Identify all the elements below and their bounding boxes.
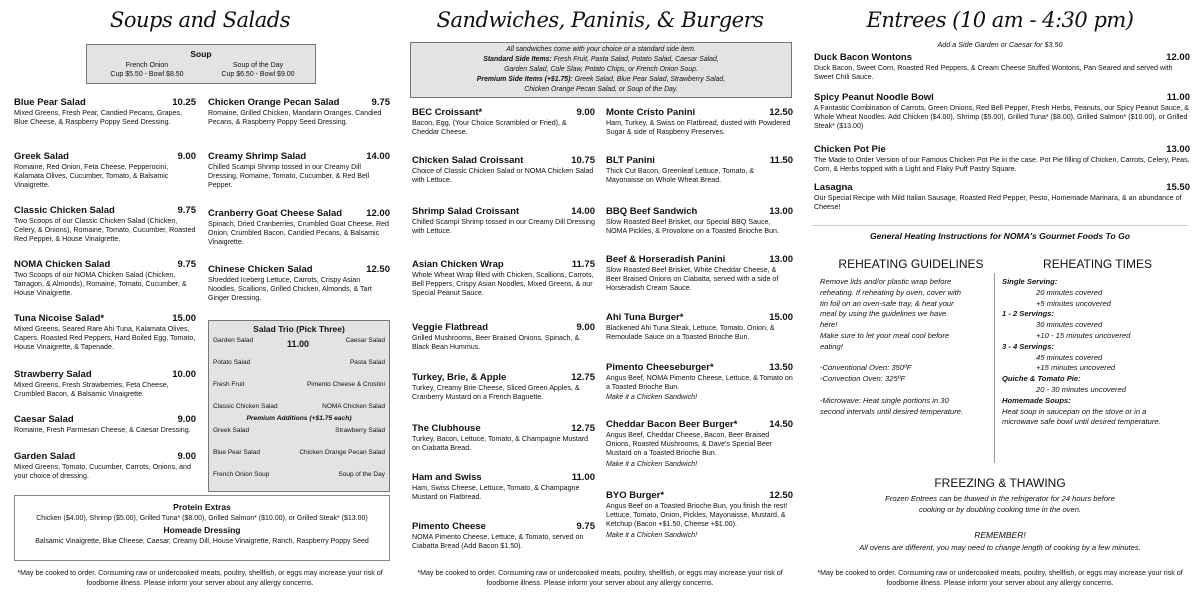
menu-item-price: 11.00 — [1166, 92, 1190, 103]
menu-item-name: Ham and Swiss — [412, 472, 482, 483]
trio-option: Caesar Salad — [345, 337, 385, 344]
menu-item-description: The Made to Order Version of our Famous Chicken Pot Pie in the case. Pot Pie filling of Chicken, Carrots, Celery, Peas, Corn, & Herbs topped with a Light and Flaky Puff Pastry Square. — [814, 156, 1190, 174]
menu-item — [606, 419, 793, 469]
menu-item-price: 9.75 — [177, 259, 196, 270]
menu-item-name: Veggie Flatbread — [412, 322, 489, 333]
menu-item-name: Chicken Salad Croissant — [412, 155, 524, 166]
freezing-line-1: Frozen Entrees can be thawed in the refrigerator for 24 hours before — [885, 494, 1115, 503]
menu-item — [14, 369, 196, 399]
menu-item-name: Classic Chicken Salad — [14, 205, 115, 216]
section-heading: Entrees (10 am - 4:30 pm) — [866, 8, 1134, 32]
menu-item — [208, 208, 390, 248]
menu-item-price: 14.00 — [571, 206, 595, 217]
menu-item-price: 12.75 — [571, 372, 595, 383]
menu-item-price: 9.75 — [576, 521, 595, 532]
trio-option: French Onion Soup — [213, 471, 270, 478]
menu-item-price: 9.00 — [177, 451, 196, 462]
sides-premium-label: Premium Side Items (+$1.75): — [476, 76, 573, 83]
menu-item-price: 11.75 — [571, 259, 595, 270]
menu-item-description: Angus Beef on a Toasted Brioche Bun, you finish the rest! Lettuce, Tomato, Onion, Pickles, Mayonaisse, Mustard, & Ketchup (Bacon +$1.50, Cheese +$1.00). — [606, 502, 788, 529]
menu-item-description: Whole Wheat Wrap filled with Chicken, Scallions, Carrots, Bell Peppers, Crispy Asian Noodles, Mixed Greens, & our Special Peanut Sauce. — [412, 271, 594, 298]
menu-item-name: Chinese Chicken Salad — [208, 264, 313, 275]
divider — [994, 273, 995, 463]
menu-item-description: Mixed Greens, Tomato, Cucumber, Carrots, Onions, and your choice of dressing. — [14, 463, 191, 481]
menu-item-price: 12.00 — [1166, 52, 1190, 63]
menu-item-price: 13.00 — [1166, 144, 1190, 155]
menu-item-description: Romaine, Red Onion, Feta Cheese, Pepperocini, Kalamata Olives, Cucumber, Tomato, & Balsamic Vinaigrette. — [14, 163, 169, 190]
trio-option: Chicken Orange Pecan Salad — [299, 449, 385, 456]
guideline-line — [820, 385, 995, 396]
extras-box — [14, 495, 390, 561]
menu-item-price: 13.00 — [769, 254, 793, 265]
entrees-subheading: Add a Side Garden or Caesar for $3.50 — [937, 40, 1063, 49]
trio-option: Classic Chicken Salad — [213, 403, 278, 410]
menu-item-price: 9.00 — [177, 414, 196, 425]
menu-item — [606, 254, 793, 294]
guideline-line: -Microwave: Heat single portions in 30 — [820, 395, 949, 405]
guideline-line: here! — [820, 320, 838, 330]
sides-line-5: Chicken Orange Pecan Salad, or Soup of the Day. — [524, 86, 678, 93]
menu-item — [412, 472, 595, 502]
trio-option: Soup of the Day — [338, 471, 385, 478]
menu-item-name: BYO Burger* — [606, 490, 665, 501]
menu-item-price: 15.00 — [769, 312, 793, 323]
trio-option: NOMA Chicken Salad — [322, 403, 385, 410]
menu-item-description: Blackened Ahi Tuna Steak, Lettuce, Tomato, Onion, & Remoulade Sauce on a Toasted Brioche Bun. — [606, 324, 775, 342]
salad-trio-box — [208, 320, 390, 492]
menu-item-description: Choice of Classic Chicken Salad or NOMA Chicken Salad with Lettuce. — [412, 167, 594, 185]
menu-item-description: Two Scoops of our NOMA Chicken Salad (Chicken, Tarragon, & Almonds), Romaine, Tomato, Cucumber, & House Vinaigrette. — [14, 271, 187, 298]
menu-item-description: Angus Beef, NOMA Pimento Cheese, Lettuce, & Tomato on a Toasted Brioche Bun. — [606, 374, 793, 392]
trio-title: Salad Trio (Pick Three) — [253, 324, 345, 334]
menu-item-price: 14.50 — [769, 419, 793, 430]
menu-item-name: BEC Croissant* — [412, 107, 483, 118]
menu-item-price: 12.00 — [366, 208, 390, 219]
menu-item — [412, 107, 595, 137]
menu-item-description: Bacon, Egg, (Your Choice Scrambled or Fried), & Cheddar Cheese. — [412, 119, 567, 137]
soup-title: Soup — [190, 49, 212, 59]
menu-item-description: Spinach, Dried Cranberries, Crumbled Goat Cheese, Red Onion, Crumbled Bacon, Candied Pecans, & Balsamic Vinaigrette. — [208, 220, 389, 247]
menu-item-name: Chicken Orange Pecan Salad — [208, 97, 340, 108]
menu-item-description: Shredded Iceberg Lettuce, Carrots, Crispy Asian Noodles, Scallions, Grilled Chicken, Almonds, & Tart Ginger Dressing. — [208, 276, 372, 303]
reheat-times-text — [1002, 277, 1198, 428]
extras-line-1: Chicken ($4.00), Shrimp ($5.00), Grilled Tuna* ($8.00), Grilled Salmon* ($10.00), or Grilled Steak* ($13.00) — [36, 515, 368, 522]
menu-item-name: Cheddar Bacon Beer Burger* — [606, 419, 738, 430]
guideline-line: -Conventional Oven: 350ºF — [820, 363, 912, 373]
guideline-line — [820, 353, 995, 364]
menu-item-description: Grilled Mushrooms, Beer Braised Onions, Spinach, & Black Bean Hummus. — [412, 334, 580, 352]
menu-item-name: Caesar Salad — [14, 414, 74, 425]
allergy-footer: *May be cooked to order. Consuming raw or undercooked meats, poultry, shellfish, or eggs may increase your risk of foodborne illness. Please inform your server about any allergy concerns. — [417, 569, 783, 587]
menu-item — [606, 362, 793, 403]
menu-item — [208, 97, 390, 127]
menu-item-name: Cranberry Goat Cheese Salad — [208, 208, 343, 219]
extras-title-1: Protein Extras — [173, 502, 231, 512]
menu-item — [412, 322, 595, 352]
allergy-footer: *May be cooked to order. Consuming raw or undercooked meats, poultry, shellfish, or eggs may increase your risk of foodborne illness. Please inform your server about any allergy concerns. — [17, 569, 383, 587]
menu-item — [814, 52, 1190, 82]
menu-item-extra: Make it a Chicken Sandwich! — [606, 459, 698, 468]
menu-item-name: Lasagna — [814, 182, 853, 193]
reheat-group-heading: 1 - 2 Servings: — [1002, 309, 1054, 319]
divider — [812, 225, 1188, 226]
menu-item — [14, 97, 196, 127]
reheat-time-line: Heat soup in saucepan on the stove or in a — [1002, 406, 1147, 416]
menu-item-name: Turkey, Brie, & Apple — [412, 372, 507, 383]
menu-item — [606, 312, 793, 342]
extras-line-2: Balsamic Vinaigrette, Blue Cheese, Caesar, Creamy Dill, House Vinaigrette, Ranch, Raspberry Poppy Seed — [35, 538, 369, 546]
soup-a-name: French Onion — [125, 62, 169, 69]
menu-item-name: Chicken Pot Pie — [814, 144, 886, 155]
menu-item-price: 15.00 — [172, 313, 196, 324]
sides-line-2: Fresh Fruit, Pasta Salad, Potato Salad, Caesar Salad, — [551, 56, 719, 63]
menu-item — [814, 182, 1190, 212]
trio-option: Strawberry Salad — [335, 427, 385, 434]
menu-item-description: Ham, Swiss Cheese, Lettuce, Tomato, & Champagne Mustard on Flatbread. — [412, 484, 580, 502]
menu-item-description: Slow Roasted Beef Brisket, our Special BBQ Sauce, NOMA Pickles, & Provolone on a Toasted Brioche Bun. — [606, 218, 779, 236]
menu-item-name: Pimento Cheese — [412, 521, 486, 532]
menu-item-price: 12.50 — [366, 264, 390, 275]
menu-item — [814, 92, 1190, 132]
menu-item-extra: Make it a Chicken Sandwich! — [606, 530, 698, 539]
menu-item — [14, 451, 196, 481]
menu-item-price: 12.50 — [769, 107, 793, 118]
menu-item — [208, 151, 390, 191]
remember-line: All ovens are different, you may need to change length of cooking by a few minutes. — [859, 543, 1141, 552]
menu-item — [14, 205, 196, 245]
menu-item-name: Monte Cristo Panini — [606, 107, 696, 118]
menu-item-description: Turkey, Creamy Brie Cheese, Sliced Green Apples, & Cranberry Mustard on a French Baguette. — [412, 384, 580, 402]
section-heading: Sandwiches, Paninis, & Burgers — [436, 8, 764, 32]
menu-item — [14, 414, 196, 435]
menu-item — [412, 206, 595, 236]
reheat-time-line: +5 minutes uncovered — [1036, 298, 1111, 308]
menu-item-name: Tuna Nicoise Salad* — [14, 313, 105, 324]
sandwiches-column — [400, 0, 800, 600]
freezing-line-2: cooking or by doubling cooking time in the oven. — [918, 504, 1082, 514]
heating-title: General Heating Instructions for NOMA's Gourmet Foods To Go — [869, 231, 1131, 241]
menu-item-description: Two Scoops of our Classic Chicken Salad (Chicken, Celery, & Onions), Romaine, Tomato, Cucumber, Roasted Red Pepper, & House Vinaigrette. — [14, 217, 196, 244]
freezing-title: FREEZING & THAWING — [934, 476, 1066, 490]
menu-item-description: Mixed Greens, Fresh Pear, Candied Pecans, Grapes, Blue Cheese, & Raspberry Poppy Seed Dressing. — [14, 109, 182, 127]
sides-standard-label: Standard Side Items: — [483, 56, 552, 63]
sides-line-1: All sandwiches come with your choice or a standard side item. — [506, 46, 696, 53]
menu-item-description: Our Special Recipe with Mild Italian Sausage, Roasted Red Pepper, Pesto, Homemade Marinara, & an abundance of Cheese! — [814, 194, 1182, 212]
menu-item — [412, 423, 595, 453]
menu-item-price: 13.50 — [769, 362, 793, 373]
trio-premium: Premium Additions (+$1.75 each) — [246, 415, 352, 422]
menu-item-description: Slow Roasted Beef Brisket, White Cheddar Cheese, & Beer Braised Onions on Ciabatta, served with a side of Horseradish Cream Sauce. — [606, 266, 779, 293]
menu-item-name: Duck Bacon Wontons — [814, 52, 912, 63]
sides-line-4: Greek Salad, Blue Pear Salad, Strawberry Salad, — [572, 76, 726, 83]
menu-item-name: Asian Chicken Wrap — [412, 259, 504, 270]
menu-item-description: Duck Bacon, Sweet Corn, Roasted Red Peppers, & Cream Cheese Stuffed Wontons, Pan Seared and served with Sweet Chili Sauce. — [814, 64, 1173, 82]
soup-a-price: Cup $5.50 - Bowl $8.50 — [110, 71, 184, 79]
menu-item-price: 10.00 — [172, 369, 196, 380]
menu-item-price: 10.75 — [571, 155, 595, 166]
menu-item-description: Chilled Scampi Shrimp tossed in our Creamy Dill Dressing, Romaine, Tomato, Cucumber, & Red Bell Pepper. — [208, 163, 370, 190]
trio-option: Greek Salad — [213, 427, 250, 434]
menu-item — [14, 151, 196, 191]
menu-item-description: Romaine, Grilled Chicken, Mandarin Oranges, Candied Pecans, & Raspberry Poppy Seed Dressing. — [208, 109, 382, 127]
menu-item-price: 9.75 — [177, 205, 196, 216]
menu-item-name: BBQ Beef Sandwich — [606, 206, 698, 217]
guideline-line: -Convection Oven: 325ºF — [820, 374, 906, 384]
menu-item-price: 10.25 — [172, 97, 196, 108]
menu-item-name: Spicy Peanut Noodle Bowl — [814, 92, 934, 103]
menu-item — [814, 144, 1190, 174]
reheat-group-heading: 3 - 4 Servings: — [1002, 341, 1054, 351]
menu-item — [412, 259, 595, 299]
menu-item-description: NOMA Pimento Cheese, Lettuce, & Tomato, served on Ciabatta Bread (Add Bacon $1.50). — [412, 533, 584, 551]
menu-item-extra: Make it a Chicken Sandwich! — [606, 393, 698, 402]
menu-item-description: Mixed Greens, Seared Rare Ahi Tuna, Kalamata Olives, Capers, Roasted Red Peppers, Hard Boiled Egg, Tomato, House Vinaigrette, & Tapenade. — [14, 325, 196, 352]
menu-item-price: 11.50 — [769, 155, 793, 166]
reheat-time-line: 30 minutes covered — [1036, 320, 1103, 330]
menu-item — [412, 372, 595, 402]
allergy-footer: *May be cooked to order. Consuming raw or undercooked meats, poultry, shellfish, or eggs may increase your risk of foodborne illness. Please inform your server about any allergy concerns. — [817, 569, 1183, 587]
soups-salads-column — [0, 0, 400, 600]
extras-title-2: Homeade Dressing — [163, 525, 241, 536]
menu-item-name: Greek Salad — [14, 151, 69, 162]
menu-item-description: Chilled Scampi Shrimp tossed in our Creamy Dill Dressing with Lettuce. — [412, 218, 595, 236]
reheat-group-heading: Quiche & Tomato Pie: — [1002, 374, 1081, 384]
menu-item-name: Creamy Shrimp Salad — [208, 151, 307, 162]
menu-item-price: 14.00 — [366, 151, 390, 162]
reheat-times-title: REHEATING TIMES — [1043, 257, 1152, 271]
reheat-time-line: microwave safe bowl until desired temperature. — [1002, 417, 1161, 427]
menu-item-price: 13.00 — [769, 206, 793, 217]
trio-price: 11.00 — [287, 339, 310, 349]
menu-item-name: Garden Salad — [14, 451, 76, 462]
menu-item-name: Beef & Horseradish Panini — [606, 254, 726, 265]
trio-option: Pasta Salad — [349, 359, 385, 366]
menu-item-description: Angus Beef, Cheddar Cheese, Bacon, Beer Braised Onions, Roasted Mushrooms, & Dave's Special Beer Mustard on a Toasted Brioche Bun. — [606, 431, 773, 458]
reheat-time-line: 20 - 30 minutes uncovered — [1036, 384, 1126, 394]
menu-item — [606, 206, 793, 236]
menu-item-price: 9.75 — [371, 97, 390, 108]
menu-item-description: Turkey, Bacon, Lettuce, Tomato, & Champagne Mustard on Ciabatta Bread. — [412, 435, 589, 453]
reheat-time-line: 45 minutes covered — [1036, 352, 1103, 362]
soup-b-name: Soup of the Day — [232, 62, 284, 69]
guideline-line: Remove lids and/or plastic wrap before — [820, 277, 952, 286]
menu-item-name: Shrimp Salad Croissant — [412, 206, 520, 217]
reheat-time-line: +10 - 15 minutes uncovered — [1036, 330, 1131, 340]
menu-item-name: Ahi Tuna Burger* — [606, 312, 684, 323]
soup-b-price: Cup $6.50 - Bowl $9.00 — [221, 71, 295, 79]
menu-item — [208, 264, 390, 304]
menu-item-price: 12.50 — [769, 490, 793, 501]
menu-item-name: The Clubhouse — [412, 423, 481, 434]
menu-item — [606, 107, 793, 137]
guideline-line: meal by using the guidelines we have — [820, 309, 947, 319]
reheat-group-heading: Homemade Soups: — [1002, 395, 1071, 405]
menu-item-name: BLT Panini — [606, 155, 655, 166]
menu-item-description: Romaine, Fresh Parmesan Cheese, & Caesar Dressing. — [14, 426, 191, 434]
entrees-column — [800, 0, 1200, 600]
menu-item-description: A Fantastic Combination of Carrots, Green Onions, Red Bell Pepper, Fresh Herbs, Peanuts, our Spicy Peanut Sauce, & Whole Wheat Noodles. Add Chicken ($4.00), Shrimp ($5.00), Grilled Tuna* ($8.00), Grilled Salmon* ($10.00), or Grilled Steak* ($13.00) — [814, 104, 1189, 131]
guideline-line: reheating. If reheating by oven, cover with — [820, 287, 961, 297]
reheat-group-heading: Single Serving: — [1002, 277, 1058, 286]
guideline-line: Make sure to let your meal cool before — [820, 330, 950, 340]
menu-item-description: Mixed Greens, Fresh Strawberries, Feta Cheese, Crumbled Bacon, & Balsamic Vinaigrette. — [14, 381, 169, 399]
menu-item-price: 9.00 — [177, 151, 196, 162]
menu-item-name: Blue Pear Salad — [14, 97, 86, 108]
menu-item — [606, 490, 793, 540]
menu-item — [14, 313, 196, 353]
menu-item-price: 9.00 — [576, 322, 595, 333]
section-heading: Soups and Salads — [110, 8, 290, 32]
remember-title: REMEMBER! — [974, 530, 1026, 540]
guideline-line: eating! — [820, 341, 843, 351]
menu-item — [412, 521, 595, 551]
menu-item-description: Ham, Turkey, & Swiss on Flatbread, dusted with Powdered Sugar & side of Raspberry Preserves. — [606, 119, 791, 137]
guideline-line: tin foil on an oven-safe tray, & heat your — [820, 298, 954, 308]
menu-item-price: 11.00 — [571, 472, 595, 483]
sides-line-3: Garden Salad, Cole Slaw, Potato Chips, or French Onion Soup. — [504, 66, 698, 73]
guideline-line: second intervals until desired temperature. — [820, 406, 964, 416]
menu-item-price: 15.50 — [1166, 182, 1190, 193]
trio-option: Blue Pear Salad — [213, 449, 260, 456]
sides-box — [410, 42, 792, 98]
menu-item-name: NOMA Chicken Salad — [14, 259, 111, 270]
reheat-guidelines-text — [820, 277, 995, 417]
menu-item-name: Strawberry Salad — [14, 369, 92, 380]
trio-option: Garden Salad — [213, 337, 254, 344]
reheat-guidelines-title: REHEATING GUIDELINES — [838, 257, 984, 271]
menu-item-description: Thick Cut Bacon, Greenleaf Lettuce, Tomato, & Mayonaisse on Whole Wheat Bread. — [606, 167, 755, 185]
trio-option: Pimento Cheese & Crostini — [306, 381, 385, 388]
menu-item — [14, 259, 196, 299]
menu-item-price: 12.75 — [571, 423, 595, 434]
reheat-time-line: +15 minutes uncovered — [1036, 363, 1116, 373]
menu-item — [412, 155, 595, 185]
reheat-time-line: 20 minutes covered — [1036, 287, 1103, 297]
menu-item-name: Pimento Cheeseburger* — [606, 362, 714, 373]
menu-item-price: 9.00 — [576, 107, 595, 118]
trio-option: Potato Salad — [213, 359, 251, 366]
soup-box — [86, 44, 316, 84]
trio-option: Fresh Fruit — [213, 381, 245, 388]
menu-item — [606, 155, 793, 185]
